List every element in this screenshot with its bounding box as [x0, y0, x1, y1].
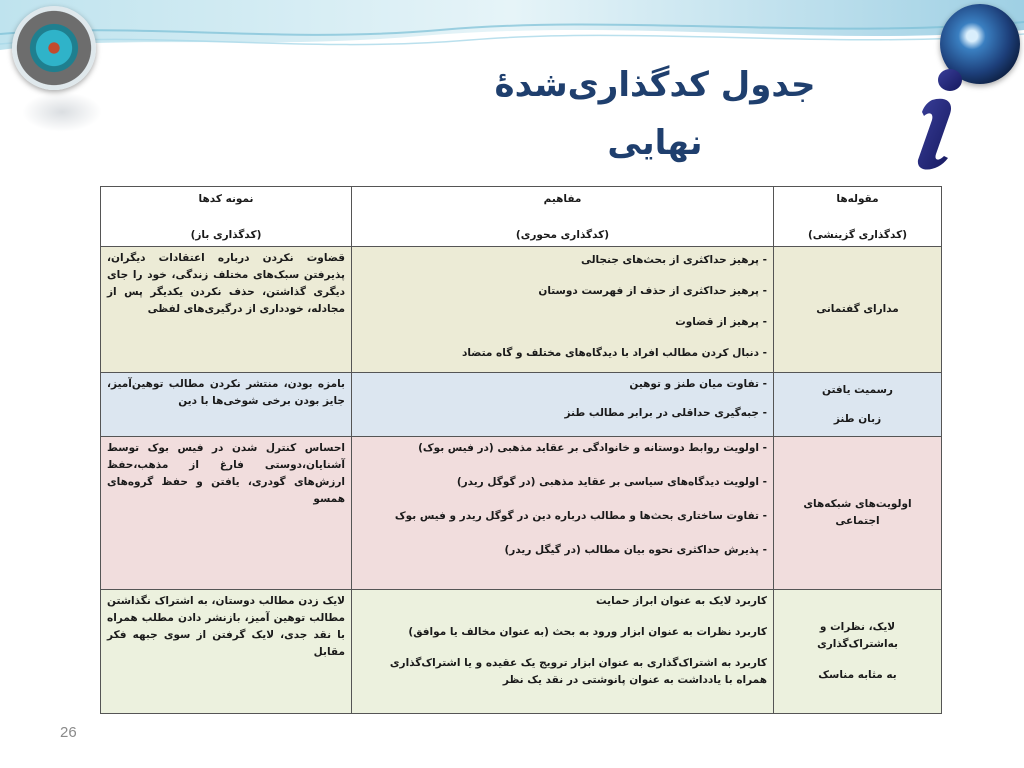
category-cell: اولویت‌های شبکه‌های اجتماعی [774, 437, 942, 589]
concepts-cell: - اولویت روابط دوستانه و خانوادگی بر عقاید مذهبی (در فیس بوک) - اولویت دیدگاه‌های سیاسی بر عقاید مذهبی (در گوگل ریدر) - تفاوت ساختاری بحث‌ها و مطالب درباره دین در گوگل ریدر و فیس بوک - پذیرش حداکثری نحوه بیان مطالب (در گیگل ریدر) [352, 437, 774, 589]
table-row [101, 437, 942, 589]
header-concepts: مفاهیم (کدگذاری محوری) [352, 187, 774, 247]
concepts-cell: - پرهیز حداکثری از بحث‌های جنجالی - پرهیز حداکثری از حذف از فهرست دوستان - پرهیز از قضاوت - دنبال کردن مطالب افراد با دیدگاه‌های مختلف و گاه متضاد [352, 247, 774, 373]
orb-shadow [22, 92, 102, 132]
sample-codes-cell: لایک زدن مطالب دوستان، به اشتراک نگذاشتن مطالب توهین آمیز، بازنشر دادن مطلب همراه با نقد جدی، لایک گرفتن از سوی جبهه فکر مقابل [101, 589, 352, 713]
table-row [101, 589, 942, 713]
table-row [101, 373, 942, 437]
table-row [101, 247, 942, 373]
header-categories: مقوله‌ها (کدگذاری گزینشی) [774, 187, 942, 247]
page-number: 26 [60, 724, 77, 741]
category-cell: رسمیت یافتن زبان طنز [774, 373, 942, 437]
sample-codes-cell: احساس کنترل شدن در فیس بوک توسط آشنایان،دوستی فارغ از مذهب،حفظ ارزش‌های گودری، یافتن و حفظ گروه‌های همسو [101, 437, 352, 589]
sample-codes-cell: بامزه بودن، منتشر نکردن مطالب توهین‌آمیز، جایز بودن برخی شوخی‌ها با دین [101, 373, 352, 437]
information-i-logo-icon [902, 66, 972, 176]
concepts-cell: - تفاوت میان طنز و توهین - جبه‌گیری حداقلی در برابر مطالب طنز [352, 373, 774, 437]
sample-codes-cell: قضاوت نکردن درباره اعتقادات دیگران، پذیرفتن سبک‌های مختلف زندگی، خود را جای دیگری گذاشتن، حذف نکردن یکدیگر پس از مجادله، خودداری از درگیری‌های لفظی [101, 247, 352, 373]
coding-table [100, 186, 941, 714]
header-sample-codes: نمونه کدها (کدگذاری باز) [101, 187, 352, 247]
category-cell: مدارای گفتمانی [774, 247, 942, 373]
concepts-cell: کاربرد لایک به عنوان ابراز حمایت کاربرد نظرات به عنوان ابزار ورود به بحث (به عنوان مخالف یا موافق) کاربرد به اشتراک‌گذاری به عنوان ابزار ترویج یک عقیده و یا اشتراک‌گذاری همراه با یادداشت به عنوان پانوشتی در نقد یک نظر [352, 589, 774, 713]
title-line-2: نهایی [607, 123, 703, 163]
turquoise-dome-orb-icon [12, 6, 96, 90]
title-line-1: جدول کدگذاری‌شدۀ [494, 65, 816, 105]
table-header-row [101, 187, 942, 247]
category-cell: لایک، نظرات و به‌اشتراک‌گذاری به مثابه مناسک [774, 589, 942, 713]
page-title [420, 56, 890, 172]
